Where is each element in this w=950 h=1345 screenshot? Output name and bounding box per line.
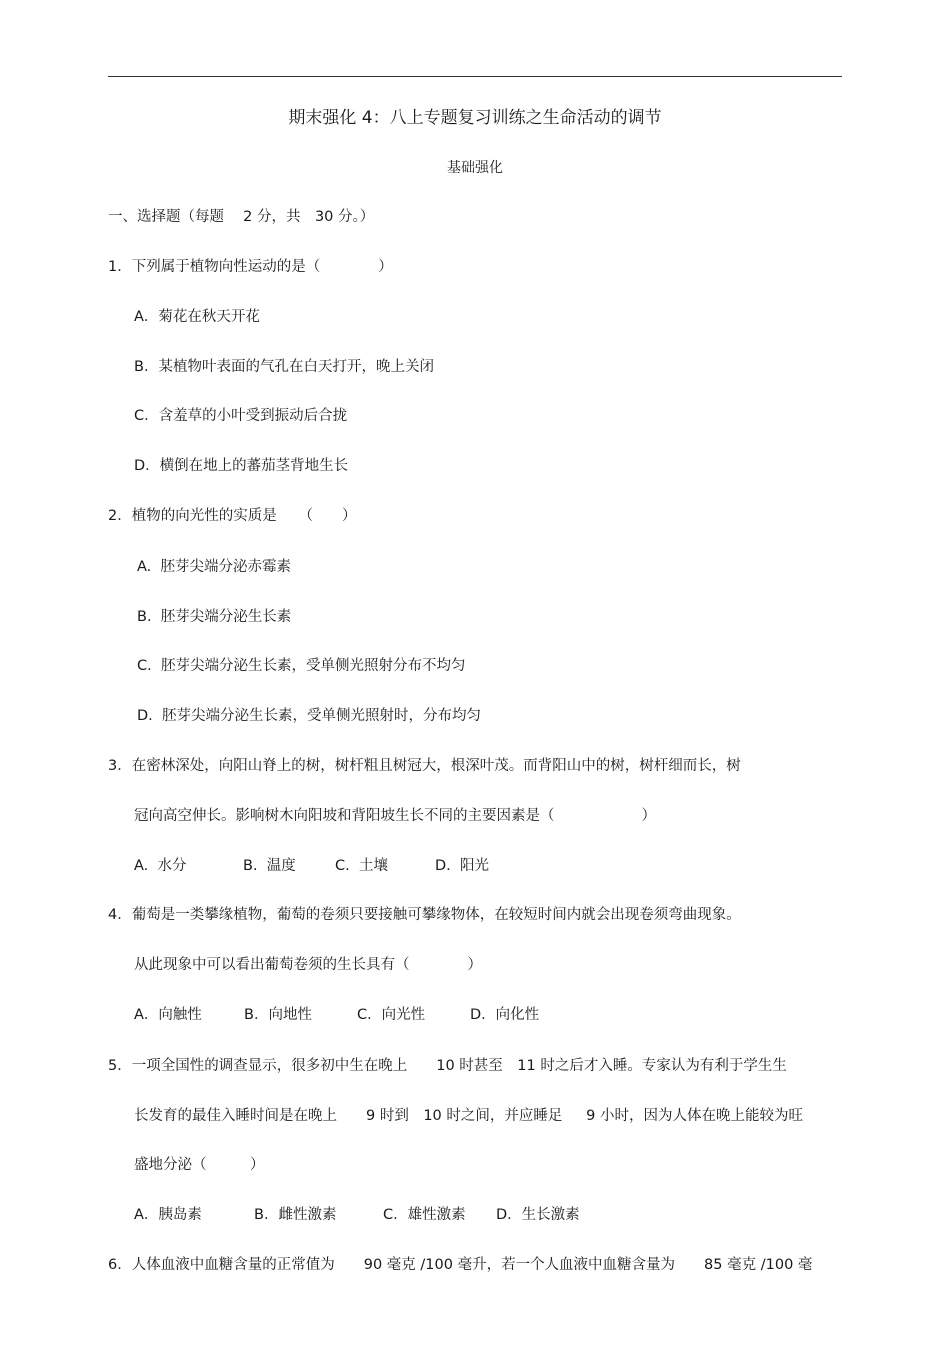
- question-1-option-b: B．某植物叶表面的气孔在白天打开，晚上关闭: [134, 359, 434, 375]
- question-3-option-c: C. 土壤: [335, 858, 388, 874]
- question-2-stem: 2．植物的向光性的实质是 （ ）: [108, 508, 357, 524]
- question-5-option-d: D．生长激素: [496, 1207, 580, 1223]
- section-heading: 一、选择题（每题 2 分，共 30 分。）: [108, 209, 375, 225]
- question-4-option-b: B．向地性: [244, 1007, 312, 1023]
- question-1-option-a: A．菊花在秋天开花: [134, 309, 260, 325]
- question-5-option-c: C．雄性激素: [383, 1207, 466, 1223]
- question-5-option-a: A．胰岛素: [134, 1207, 202, 1223]
- question-4-option-c: C．向光性: [357, 1007, 426, 1023]
- question-3-option-d: D. 阳光: [435, 858, 489, 874]
- question-6-stem-line-1: 6．人体血液中血糖含量的正常值为 90 毫克 /100 毫升，若一个人血液中血糖含量为 85 毫克 /100 毫: [108, 1257, 813, 1273]
- question-2-option-b: B. 胚芽尖端分泌生长素: [137, 609, 292, 625]
- question-3-stem-line-1: 3．在密林深处，向阳山脊上的树，树杆粗且树冠大，根深叶茂。而背阳山中的树，树杆细而长，树: [108, 758, 741, 774]
- question-4-stem-line-2: 从此现象中可以看出葡萄卷须的生长具有（ ）: [134, 957, 482, 973]
- question-5-stem-line-1: 5．一项全国性的调查显示，很多初中生在晚上 10 时甚至 11 时之后才入睡。专家认为有利于学生生: [108, 1058, 787, 1074]
- question-5-stem-line-3: 盛地分泌（ ）: [134, 1157, 265, 1173]
- question-2-option-d: D. 胚芽尖端分泌生长素，受单侧光照射时，分布均匀: [137, 708, 481, 724]
- question-5-option-b: B．雌性激素: [254, 1207, 337, 1223]
- question-4-stem-line-1: 4．葡萄是一类攀缘植物，葡萄的卷须只要接触可攀缘物体，在较短时间内就会出现卷须弯曲现象。: [108, 907, 741, 923]
- question-3-stem-line-2: 冠向高空伸长。影响树木向阳坡和背阳坡生长不同的主要因素是（ ）: [134, 808, 656, 824]
- question-2-option-c: C. 胚芽尖端分泌生长素，受单侧光照射分布不均匀: [137, 658, 466, 674]
- question-1-option-d: D．横倒在地上的蕃茄茎背地生长: [134, 458, 349, 474]
- question-4-option-d: D．向化性: [470, 1007, 540, 1023]
- question-3-option-a: A. 水分: [134, 858, 187, 874]
- question-2-option-a: A. 胚芽尖端分泌赤霉素: [137, 559, 291, 575]
- page-subtitle: 基础强化: [447, 160, 503, 176]
- header-rule: [108, 76, 842, 77]
- page-title: 期末强化 4：八上专题复习训练之生命活动的调节: [288, 108, 662, 128]
- question-1-option-c: C．含羞草的小叶受到振动后合拢: [134, 408, 348, 424]
- question-3-option-b: B. 温度: [243, 858, 296, 874]
- question-1-stem: 1．下列属于植物向性运动的是（ ）: [108, 259, 393, 275]
- question-5-stem-line-2: 长发育的最佳入睡时间是在晚上 9 时到 10 时之间，并应睡足 9 小时，因为人体在晚上能较为旺: [134, 1108, 803, 1124]
- question-4-option-a: A．向触性: [134, 1007, 202, 1023]
